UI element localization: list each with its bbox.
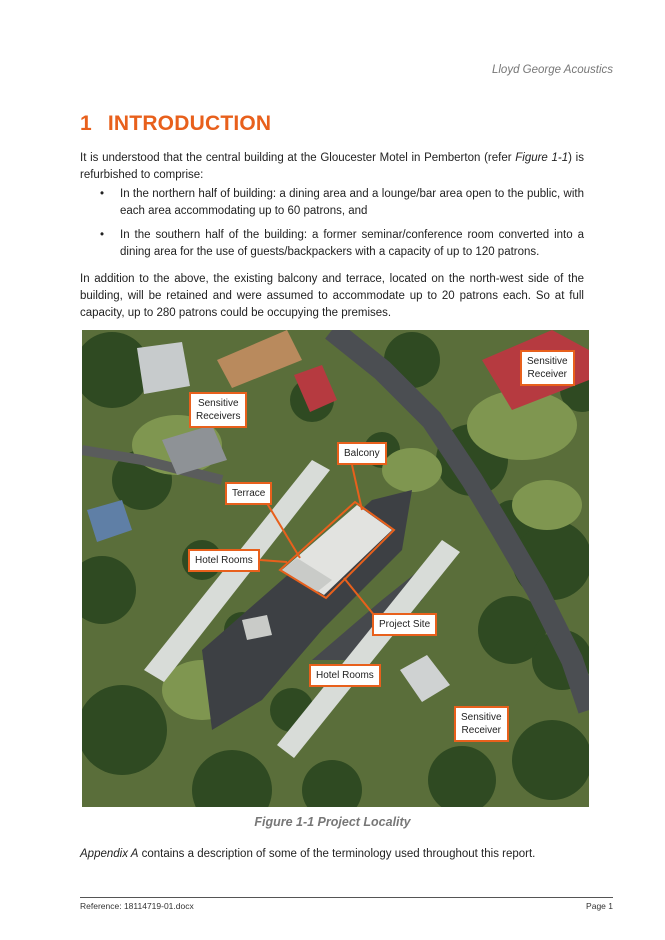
bullet-glyph: •	[100, 229, 105, 241]
bullet-text: In the northern half of building: a dining area and a lounge/bar area open to the public, with each area accommodating up to 60 patrons, and	[120, 188, 584, 217]
bullet-list	[100, 186, 584, 268]
aerial-photo-figure	[82, 330, 589, 807]
footer-divider	[80, 897, 613, 898]
footer-reference: Reference: 18114719-01.docx	[80, 901, 194, 911]
callout-project-site: Project Site	[372, 613, 437, 636]
bullet-text: In the southern half of the building: a former seminar/conference room converted into a dining area for the use of guests/backpackers with a capacity of up to 120 patrons.	[120, 229, 584, 258]
callout-hotel-rooms-south: Hotel Rooms	[309, 664, 381, 687]
callout-text: Sensitive	[197, 398, 239, 409]
bullet-glyph: •	[100, 188, 105, 200]
callout-hotel-rooms-west: Hotel Rooms	[188, 549, 260, 572]
callout-text: Sensitive	[527, 356, 568, 367]
capacity-paragraph: In addition to the above, the existing balcony and terrace, located on the north-west side of the building, will be retained and were assumed to accommodate up to 20 patrons each. So at full capacity, up to 280 patrons could be occupying the premises.	[80, 273, 584, 319]
section-number: 1	[80, 112, 92, 135]
figure-reference: Figure 1-1	[515, 152, 569, 164]
callout-terrace: Terrace	[225, 482, 272, 505]
callout-text: Receiver	[527, 369, 568, 380]
figure-caption: Figure 1-1 Project Locality	[254, 815, 411, 829]
callout-sensitive-receiver-ne	[520, 350, 575, 386]
appendix-paragraph	[80, 846, 584, 863]
intro-text-start: It is understood that the central building at the Gloucester Motel in Pemberton (refer	[80, 152, 516, 164]
footer-page-number: Page 1	[586, 901, 613, 911]
callout-balcony: Balcony	[337, 442, 387, 465]
document-header-org: Lloyd George Acoustics	[491, 64, 613, 76]
appendix-reference: Appendix A	[80, 848, 139, 860]
aerial-photo	[82, 330, 589, 807]
section-title: INTRODUCTION	[107, 112, 272, 135]
bullet-item-north	[100, 186, 584, 220]
section-heading	[80, 112, 271, 136]
callout-sensitive-receiver-se	[454, 706, 509, 742]
bullet-item-south	[100, 227, 584, 261]
appendix-text: contains a description of some of the terminology used throughout this report.	[138, 848, 536, 860]
callout-text: Receivers	[196, 411, 241, 422]
callout-text: Sensitive	[461, 712, 502, 723]
callout-sensitive-receivers-nw	[189, 392, 247, 428]
intro-text-end: ) is refurbished to comprise:	[80, 152, 584, 181]
callout-text: Receiver	[461, 725, 502, 736]
intro-paragraph	[80, 150, 584, 184]
